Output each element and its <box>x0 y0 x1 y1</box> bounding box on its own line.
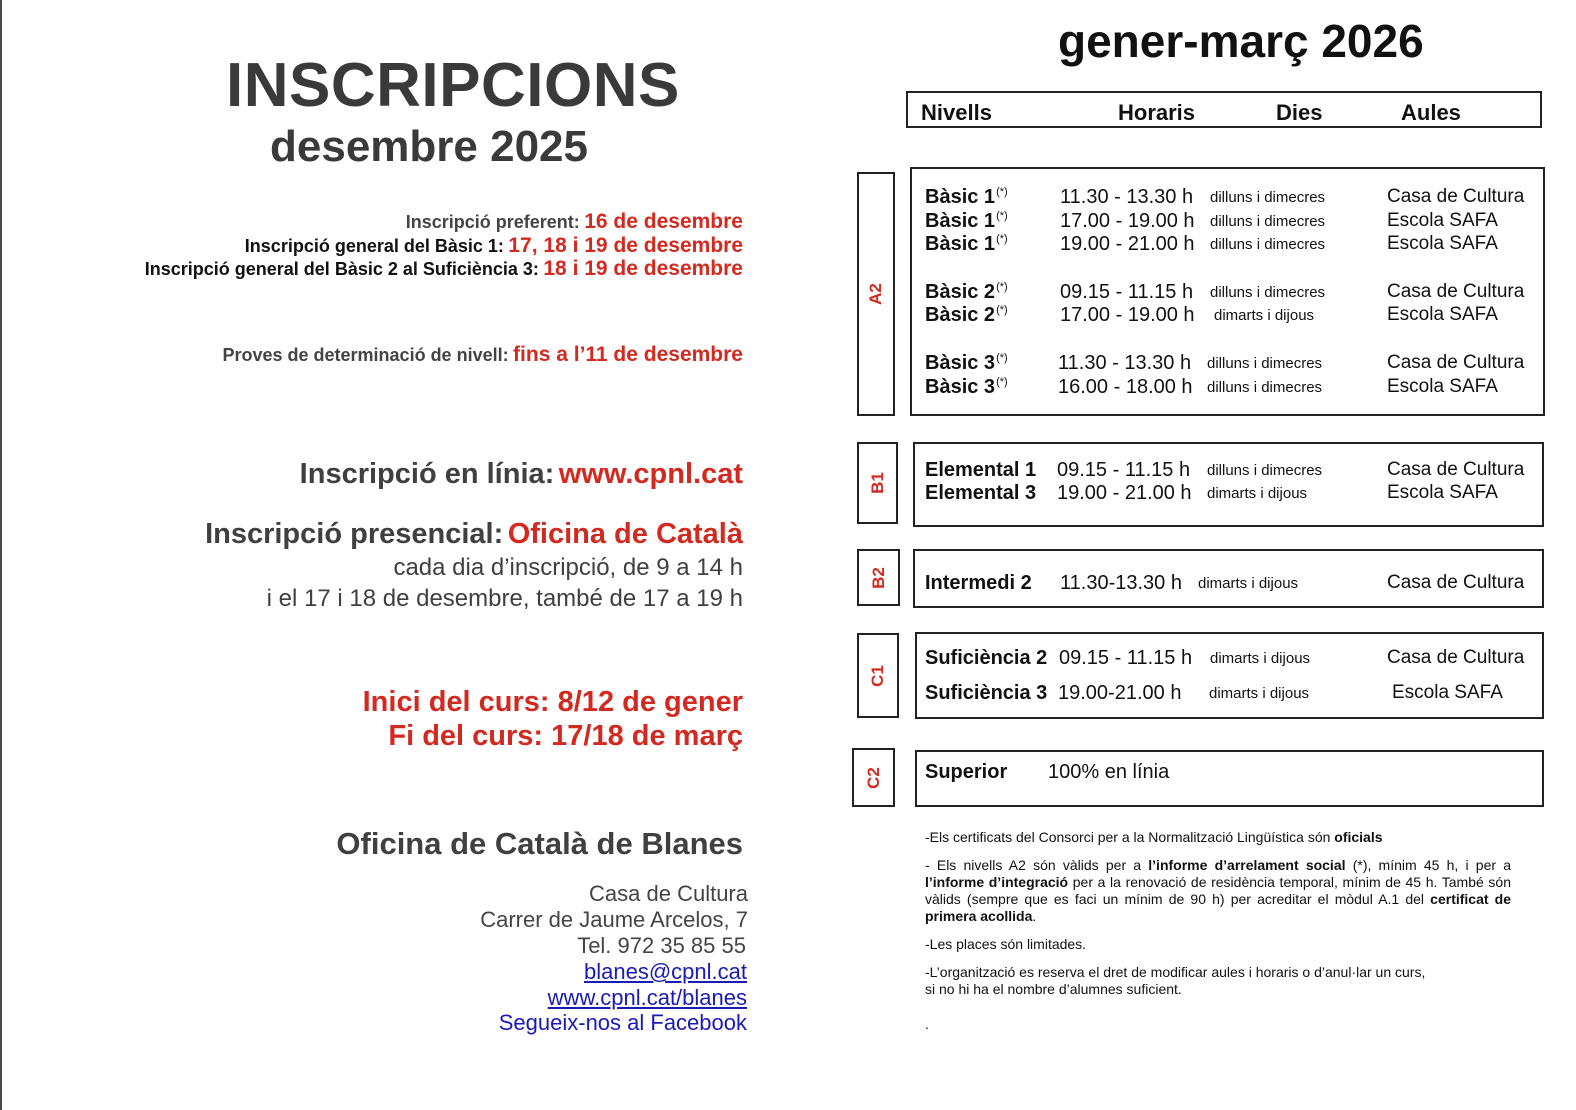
inscriptions-title: INSCRIPCIONS <box>226 51 680 120</box>
date-label: Inscripció preferent: <box>405 212 580 232</box>
course-room: Casa de Cultura <box>1387 186 1525 207</box>
inperson-note-1: cada dia d’inscripció, de 9 a 14 h <box>393 554 743 581</box>
course-room: Escola SAFA <box>1387 233 1498 254</box>
course-name: Bàsic 1(*) <box>925 210 1008 232</box>
level-test-line <box>222 343 743 367</box>
footnote-dot: . <box>925 1016 929 1032</box>
course-room: Escola SAFA <box>1387 210 1498 231</box>
course-days: dilluns i dimecres <box>1207 355 1323 372</box>
course-days: dimarts i dijous <box>1207 485 1308 502</box>
level-tag-a2 <box>857 172 895 416</box>
course-hours: 09.15 - 11.15 h <box>1059 647 1193 669</box>
course-room: Escola SAFA <box>1387 304 1498 325</box>
level-tag-c2 <box>852 748 895 807</box>
footnote-official: -Els certificats del Consorci per a la Normalització Lingüística són oficials <box>925 829 1383 845</box>
course-room: Escola SAFA <box>1392 682 1503 703</box>
course-days: dilluns i dimecres <box>1210 236 1326 253</box>
course-name: Bàsic 3(*) <box>925 376 1008 398</box>
level-tag-label: C2 <box>863 766 883 789</box>
header-levels: Nivells <box>921 100 992 125</box>
course-hours: 17.00 - 19.00 h <box>1060 210 1195 232</box>
course-name: Elemental 1 <box>925 459 1037 481</box>
group-box-c1 <box>915 632 1544 719</box>
office-name: Oficina de Català de Blanes <box>336 826 743 861</box>
course-days: dilluns i dimecres <box>1210 213 1326 230</box>
course-days: dimarts i dijous <box>1214 307 1315 324</box>
course-room: Escola SAFA <box>1387 376 1498 397</box>
course-room: Casa de Cultura <box>1387 352 1525 373</box>
inperson-inscription <box>205 518 743 551</box>
course-hours: 11.30-13.30 h <box>1060 572 1182 594</box>
course-name: Elemental 3 <box>925 482 1037 504</box>
office-email-link[interactable]: blanes@cpnl.cat <box>584 959 747 984</box>
footnote-organization-2: si no hi ha el nombre d’alumnes suficient. <box>925 981 1182 997</box>
course-name: Bàsic 1(*) <box>925 233 1008 255</box>
course-room: Casa de Cultura <box>1387 572 1525 593</box>
course-name: Intermedi 2 <box>925 572 1032 594</box>
course-days: dilluns i dimecres <box>1207 462 1323 479</box>
course-room: Escola SAFA <box>1387 482 1498 503</box>
course-start: Inici del curs: 8/12 de gener <box>362 686 743 718</box>
footnote-organization-1: -L’organització es reserva el dret de modificar aules i horaris o d’anul·lar un curs, <box>925 964 1426 980</box>
office-web-link[interactable]: www.cpnl.cat/blanes <box>547 985 747 1010</box>
period-title: gener-març 2026 <box>1058 15 1424 67</box>
page-left-border <box>0 0 2 1110</box>
date-preferent <box>406 210 743 234</box>
course-room: Casa de Cultura <box>1387 647 1525 668</box>
course-days: dilluns i dimecres <box>1210 189 1326 206</box>
online-link[interactable]: www.cpnl.cat <box>558 458 743 490</box>
inscriptions-subtitle: desembre 2025 <box>270 122 588 171</box>
course-days: dimarts i dijous <box>1209 685 1310 702</box>
course-hours: 100% en línia <box>1048 761 1170 783</box>
online-label: Inscripció en línia: <box>299 458 555 490</box>
facebook-link[interactable]: Segueix-nos al Facebook <box>498 1010 747 1035</box>
course-name: Bàsic 2(*) <box>925 304 1008 326</box>
course-hours: 19.00 - 21.00 h <box>1057 482 1192 504</box>
level-tag-b1 <box>857 442 898 524</box>
course-days: dimarts i dijous <box>1210 650 1311 667</box>
course-hours: 17.00 - 19.00 h <box>1060 304 1195 326</box>
course-hours: 16.00 - 18.00 h <box>1058 376 1193 398</box>
header-rooms: Aules <box>1401 100 1461 125</box>
level-test-label: Proves de determinació de nivell: <box>222 345 509 365</box>
course-days: dilluns i dimecres <box>1210 284 1326 301</box>
office-address-2: Carrer de Jaume Arcelos, 7 <box>480 907 748 932</box>
level-tag-label: B1 <box>867 472 887 494</box>
course-hours: 09.15 - 11.15 h <box>1057 459 1191 481</box>
footnote-limited: -Les places són limitades. <box>925 936 1087 952</box>
date-label: Inscripció general del Bàsic 1: <box>244 236 504 256</box>
date-value: 17, 18 i 19 de desembre <box>508 234 743 257</box>
course-room: Casa de Cultura <box>1387 281 1525 302</box>
group-box-c2 <box>915 750 1544 807</box>
office-phone: Tel. 972 35 85 55 <box>577 933 746 958</box>
header-days: Dies <box>1276 100 1323 125</box>
course-name: Bàsic 1(*) <box>925 186 1008 208</box>
level-tag-label: C1 <box>868 664 887 687</box>
level-tag-c1 <box>857 633 899 718</box>
date-value: 18 i 19 de desembre <box>543 257 743 280</box>
course-room: Casa de Cultura <box>1387 459 1525 480</box>
course-name: Superior <box>925 761 1008 783</box>
inperson-value: Oficina de Català <box>507 518 743 550</box>
course-end: Fi del curs: 17/18 de març <box>388 720 743 752</box>
office-address-1: Casa de Cultura <box>589 881 748 906</box>
inperson-note-2: i el 17 i 18 de desembre, també de 17 a 19 h <box>266 585 743 612</box>
course-days: dimarts i dijous <box>1198 575 1299 592</box>
date-label: Inscripció general del Bàsic 2 al Suficiència 3: <box>144 259 539 279</box>
date-value: 16 de desembre <box>584 210 743 233</box>
online-inscription <box>300 458 743 491</box>
date-general-basic2 <box>145 257 743 281</box>
level-test-value: fins a l’11 de desembre <box>513 343 743 366</box>
course-name: Suficiència 2 <box>925 647 1048 669</box>
footnote-validity: - Els nivells A2 són vàlids per a l’informe d’arrelament social (*), mínim 45 h, i per a l’informe d’integració per a la renovació de residència temporal, mínim de 45 h. També són vàlids (sempre que es faci un mínim de 90 h) per acreditar el mòdul A.1 del certificat de primera acollida. <box>925 857 1512 924</box>
course-name: Suficiència 3 <box>925 682 1048 704</box>
level-tag-label: A2 <box>866 283 885 305</box>
level-tag-label: B2 <box>868 566 888 589</box>
course-hours: 19.00-21.00 h <box>1058 682 1182 704</box>
inperson-label: Inscripció presencial: <box>205 518 504 550</box>
course-name: Bàsic 2(*) <box>925 281 1008 303</box>
course-name: Bàsic 3(*) <box>925 352 1008 374</box>
course-hours: 09.15 - 11.15 h <box>1060 281 1194 303</box>
level-tag-b2 <box>857 549 900 606</box>
course-hours: 11.30 - 13.30 h <box>1060 186 1194 208</box>
date-general-basic1 <box>245 234 743 258</box>
course-hours: 19.00 - 21.00 h <box>1060 233 1195 255</box>
course-days: dilluns i dimecres <box>1207 379 1323 396</box>
course-hours: 11.30 - 13.30 h <box>1058 352 1192 374</box>
header-hours: Horaris <box>1118 100 1196 125</box>
